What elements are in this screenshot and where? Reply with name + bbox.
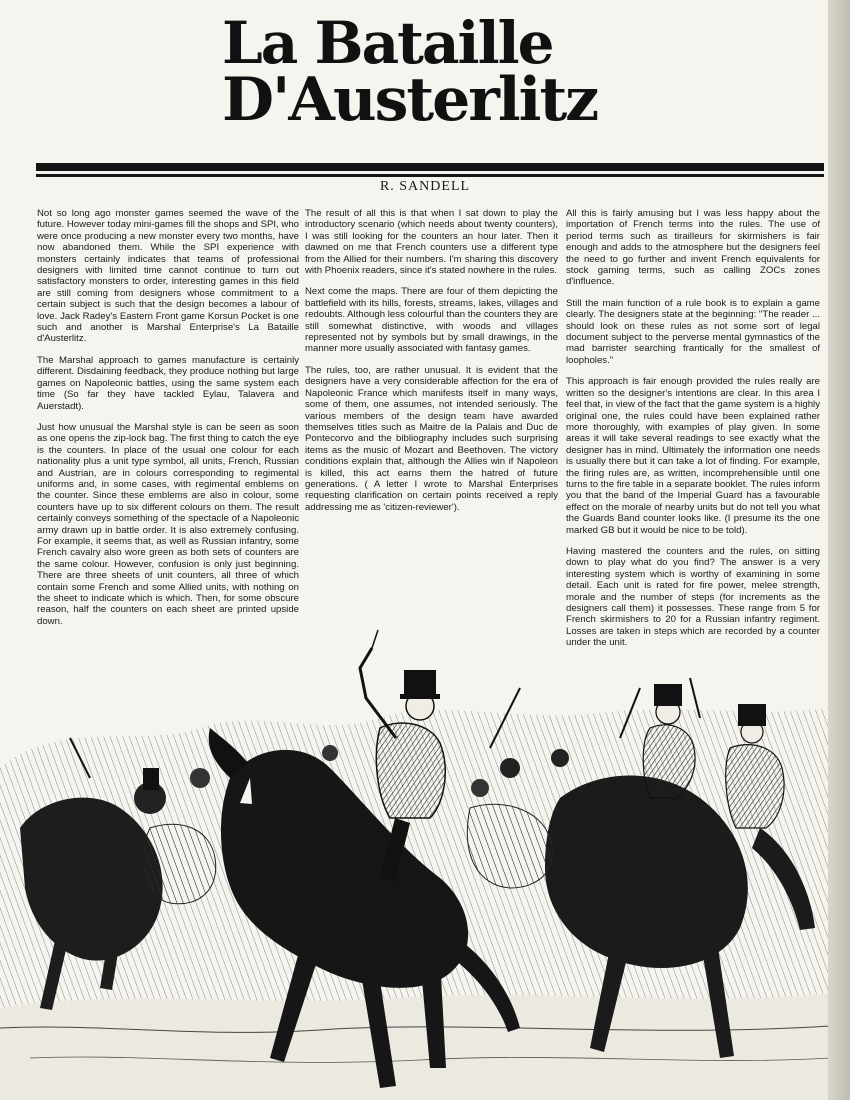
paragraph: The rules, too, are rather unusual. It is evident that the designers have a very considerable affection for the era of Napoleonic France which manifests itself in many ways, some of them, one assumes, not intended seriously. The various members of the design team have awarded themselves titles such as Maitre de la Palais and Duc de Pontecorvo and the bibliography includes such surprising items as the music of Mozart and Beethoven. The victory conditions explain that, although the Allies win if Napoleon is killed, this act earns them the hatred of future generations. ( A letter I wrote to Marshal Enterprises requesting clarification on certain points received a reply addressing me as 'citizen-reviewer').	[305, 364, 558, 513]
title-line-1: La Bataille	[222, 9, 553, 77]
article-title	[222, 8, 602, 135]
author-byline: R. SANDELL	[379, 179, 471, 194]
title-line-2: D'Austerlitz	[222, 65, 598, 135]
paragraph: All this is fairly amusing but I was less happy about the importation of French terms into the rules. The use of period terms such as tirailleurs for skirmishers is fair enough and adds to the atmosphere but the designers feel the need to go further and invent French equivalents for stock gaming terms, such as calling ZOCs zones d'influence.	[566, 208, 820, 288]
adjacent-page-edge	[828, 0, 850, 1100]
text-column-1	[37, 208, 299, 637]
paragraph: Having mastered the counters and the rules, on sitting down to play what do you find? The answer is a very interesting system which is worthy of examining in some detail. Each unit is rated for fire power, melee strength, morale and the number of steps (for increments as the designers call them) it possesses. These range from 5 for French skirmishers to 20 for a Russian infantry regiment. Losses are taken in steps which are recorded by a counter under the unit.	[566, 545, 820, 649]
paragraph: The result of all this is that when I sat down to play the introductory scenario (which needs about twenty counters), I was still looking for the counters an hour later. Then it dawned on me that French counters use a different type from the Allied for their numbers. I'm sharing this discovery with Phoenix readers, since it's stated nowhere in the rules.	[305, 208, 558, 277]
text-column-3	[566, 208, 820, 659]
paragraph: Still the main function of a rule book is to explain a game clearly. The designers state at the beginning: "The reader ... should look on these rules as not some sort of legal document subject to the perverse mental gymnastics of the mad barrister searching frantically for the smallest of loopholes."	[566, 297, 820, 366]
title-rule-thick	[36, 163, 824, 171]
paragraph: Not so long ago monster games seemed the wave of the future. However today mini-games fill the shops and SPI, who were once producing a new monster every two months, have now abandoned them. While the SPI experience with monsters certainly indicates that teams of professional designers with limited time cannot continue to turn out satisfactory monsters to order, interesting games in this field are still coming from designers whose commitment to a certain subject is such that the design becomes a labour of love. Jack Radey's Eastern Front game Korsun Pocket is one such and another is Marshal Enterprise's La Bataille d'Austerlitz.	[37, 208, 299, 345]
paragraph: Just how unusual the Marshal style is can be seen as soon as one opens the zip-lock bag. The first thing to catch the eye is the counters. In place of the usual one colour for each nationality plus a unit type symbol, all units, French, Russian and Austrian, are in colours corresponding to regimental uniforms and, in some cases, with regimental emblems on the counter. Since these emblems are also in colour, some counters have up to six different colours on them. The result certainly conveys something of the spectacle of a Napoleonic army drawn up in battle order. It is also extremely confusing. For example, it seems that, as well as Russian infantry, some French cavalry also wore green as both sets of counters are the same colour. However, confusion is only just beginning. There are three sheets of unit counters, all three of which contain some French and some Allied units, with nothing on the sheet to indicate which is which. Then, for some obscure reason, half the counters on each sheet are printed upside down.	[37, 421, 299, 627]
paragraph: Next come the maps. There are four of them depicting the battlefield with its hills, forests, streams, lakes, villages and redoubts. Although less colourful than the counters they are still somewhat distinctive, with woods and villages represented not by symbols but by small drawings, in the manner more usually associated with fantasy games.	[305, 286, 558, 355]
text-column-2	[305, 208, 558, 523]
cavalry-charge-illustration	[0, 628, 830, 1100]
title-rule-thin	[36, 174, 824, 177]
cavalry-charge-icon	[0, 628, 830, 1100]
paragraph: This approach is fair enough provided the rules really are written so the designer's intentions are clear. In this area I feel that, in view of the fact that the game system is a highly original one, the rules could have been explained rather more thoroughly, with examples of play given. In some areas it will take several readings to see exactly what the designer has in mind. Ultimately the information one needs is usually there but it can take a lot of finding. For example, the firing rules are, as written, incomprehensible until one turns to the fire table in a separate booklet. The rules inform you that the band of the Imperial Guard has a favourable effect on the morale of nearby units but do not tell you what the Guards Band counter looks like. (I presume its the one marked GB but it would be nice to be told).	[566, 376, 820, 536]
paragraph: The Marshal approach to games manufacture is certainly different. Disdaining feedback, they produce nothing but large games on Napoleonic battles, using the same system each time (So far they have tackled Eylau, Talavera and Auerstadt).	[37, 354, 299, 412]
